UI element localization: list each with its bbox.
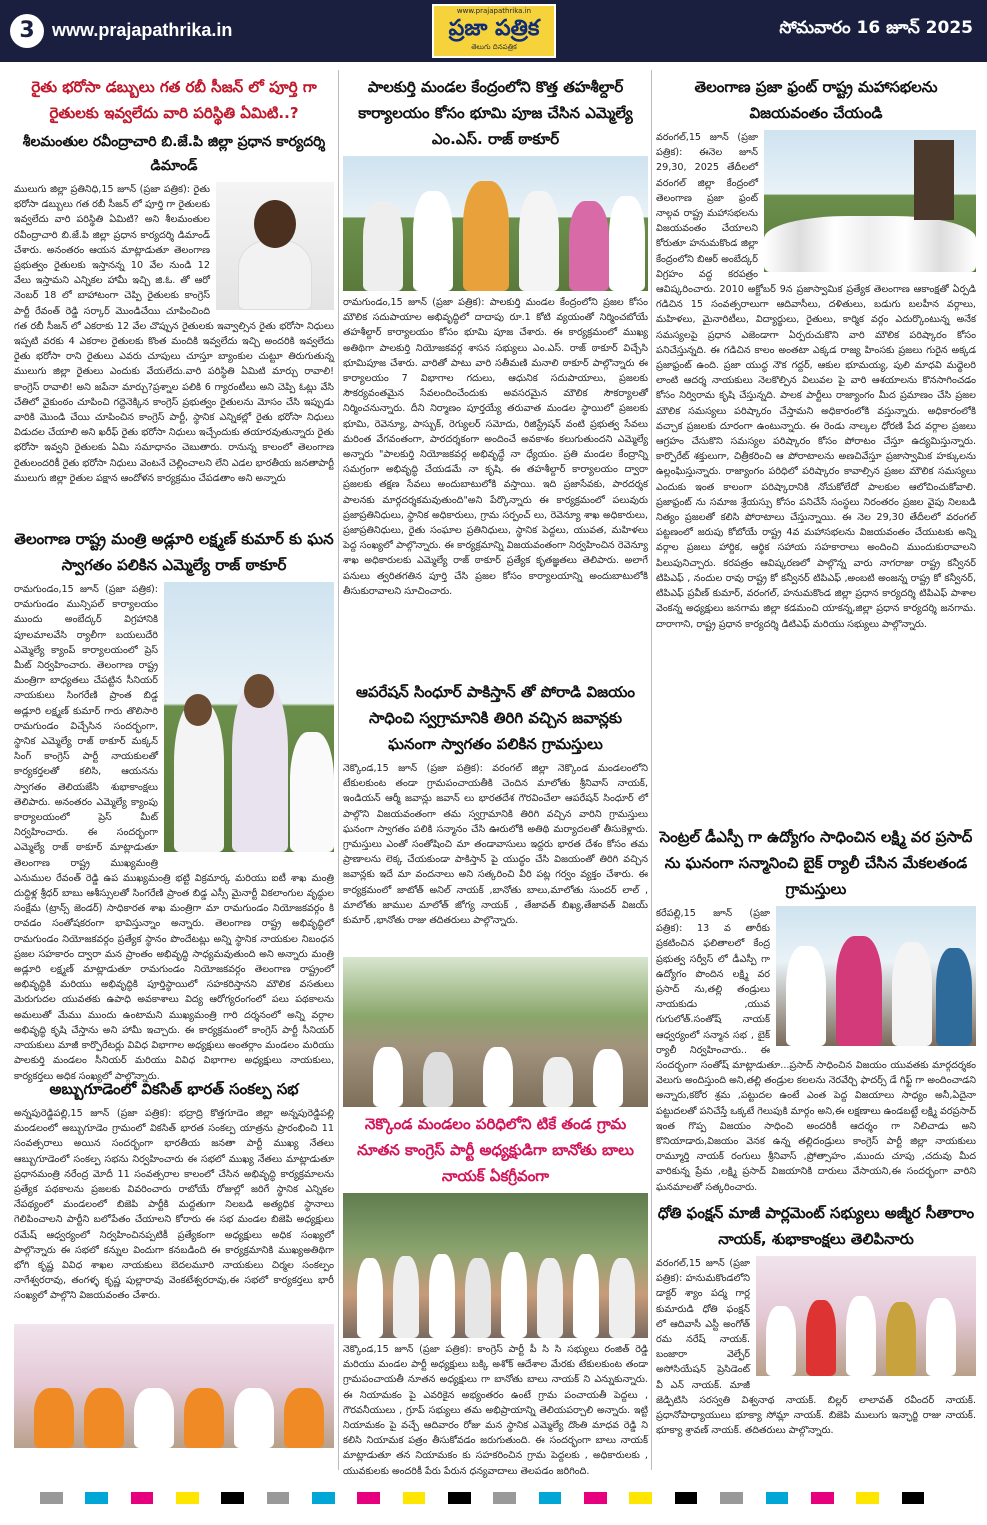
article-rythu-bharosa bbox=[14, 74, 334, 522]
praja-front-photo bbox=[764, 130, 976, 272]
article-body: ములుగు జిల్లా ప్రతినిధి,15 జూన్ (ప్రజా పత్రిక): రైతు భరోసా డబ్బులు గత రబీ సీజన్ లో పూర్తి గా రైతులకు ఇవ్వలేదు వారి పరిస్థితి ఏమిటి? అని శీలమంతుల రవీంద్రాచారి బి.జే.పి జిల్లా ప్రధాన కార్యదర్శి డిమాండ్ చేశారు. అనంతరం ఆయన మాట్లాడుతూ తెలంగాణ ప్రభుత్వం రైతులకు ఇస్తానన్న 10 వేల నుండి 12 వేలు ఇస్తామని ఎన్నికల హామీ ఇచ్చి జి.ఓ. తో ఆరో నెంబర్ 18 లో బాహాటంగా చెప్పి రైతులకు కాంగ్రెస్ పార్టీ రేవంత్ రెడ్డి సర్కార్ మొండిచేయి చూపించింది గత రబీ సీజన్ లో ఎకరాకు 12 వేల చొప్పున రైతులకు ఇవ్వాల్సిన రైతు భరోసా నిధులు ఇప్పటి వరకు 4 ఎకరాల రైతులకు కొంత మందికి ఇవ్వలేదు ఇచ్చి అందరికి ఇవ్వలేదు రైతు భరోసా రాని రైతులు ఎవరు చూపులు చూస్తూ బ్యాంకుల చుట్టూ తిరుగుతున్న ములుగు జిల్లా రైతులు ఎందుకు వేయలేదు.వారి పరిస్థితి ఏమిటి మార్చు రావాలి! కాంగ్రెస్ రావాలి! అని జపేనా మార్చు?ప్రశ్నాల పలికి 6 గ్యారంటీలు అని చెప్పి ఓట్లు వేసి చేతిలో వైకుంఠం చూపించి గద్దెనెక్కిన కాంగ్రెస్ ప్రభుత్వం రైతులను మోసం చేసి ఇప్పుడు వారికి మొండి చేయి చూపించిన కాంగ్రెస్ పార్టీ, స్థానిక ఎన్నికల్లో రైతు భరోసా నిధులు విడుదల చేయాలి అని ఖరీఫ్ రైతు భరోసా నిధులు ఇచ్చేందుకు తయారవుతున్నారు రైతు భరోసా ఇవ్వని రైతులకు ఏమి సమాధానం చెబుతారు. రానున్న కాలంలో తెలంగాణ రైతులందరికీ రైతు భరోసా నిధులు వెంటనే చెల్లించాలని లేని ఎడల భారతీయ జనతాపార్టీ ములుగు జిల్లా రైతుల పక్షాన ఆందోళన కార్యక్రమం చేపడతాం అని అన్నారు bbox=[14, 184, 334, 484]
article-body: రామగుండం,15 జూన్ (ప్రజా పత్రిక): రామగుండం మున్సిపల్ కార్యాలయం ముందు అంబేద్కర్ విగ్రహానికి పూలమాలవేసి ర్యాలీగా బయలుదేరి ఎమ్మెల్యే క్యాంప్ కార్యాలయంలో ప్రెస్ మీట్ నిర్వహించారు. తెలంగాణ రాష్ట్ర మంత్రిగా బాధ్యతలు చేపట్టిన సీనియర్ నాయకులు సింగరేణి ప్రాంత బిడ్డ అడ్లూరి లక్ష్మణ్ కుమార్ గారు తొలిసారి రామగుండం విచ్చేసిన సందర్భంగా, స్థానిక ఎమ్మెల్యే రాజ్ ఠాకూర్ మక్కన్ సింగ్ కాంగ్రెస్ పార్టీ నాయకులతో కార్యకర్తలతో కలిసి, ఆయనను స్వాగతం తెలియజేసి శుభాకాంక్షలు తెలిపారు. అనంతరం ఎమ్మెల్యే క్యాంపు కార్యాలయంలో ప్రెస్ మీట్ నిర్వహించారు. ఈ సందర్భంగా ఎమ్మెల్యే రాజ్ ఠాకూర్ మాట్లాడుతూ తెలంగాణ రాష్ట్ర ముఖ్యమంత్రి ఎనుముల రేవంత్ రెడ్డి ఉప ముఖ్యమంత్రి భట్టి విక్రమార్క మరియు ఐటీ శాఖ మంత్రి దుద్దిళ్ల శ్రీధర్ బాబు ఆశీస్సులతో సింగరేణి ప్రాంత బిడ్డ ఎస్సీ మైనార్టీ వికలాంగుల వృద్ధుల సంక్షేమ (ట్రాన్స్ జెండర్) సాధికారత శాఖ మంత్రిగా మా రామగుండం నియోజకవర్గం కి రావడం సంతోషకరంగా భావిస్తున్నాం అన్నారు. తెలంగాణ రాష్ట్ర అభివృద్ధిలో రామగుండం నియోజకవర్గం ప్రత్యేక స్థానం పొందేటట్లు అన్ని స్థానిక నాయకుల నిబంధన ప్రజల సహకారం ద్వారా మన ప్రాంతం అభివృద్ధి సాధ్యమవుతుంది అని అన్నారు మంత్రి అడ్లూరి లక్ష్మణ్ మాట్లాడుతూ రామగుండం నియోజకవర్గం తెలంగాణ రాష్ట్రంలో అభివృద్ధికి మరియు అభివృద్ధికి పూర్తిస్థాయిలో సహకరిస్తానని మౌలిక వసతులు మెరుగుదల యువతకు ఉపాధి అవకాశాలు విద్య ఆరోగ్యరంగంలో పలు పథకాలను అమలుతో మేము ముందు ఉంటామని ముఖ్యమంత్రి గారి దర్శనంలో అన్ని వర్గాల అభివృద్ధి కృషి చేస్తాను అని హామీ ఇచ్చారు. ఈ కార్యక్రమంలో కాంగ్రెస్ పార్టీ సీనియర్ నాయకులు మాజీ కార్పొరేటర్లు వివిధ విభాగాల అధ్యక్షులు అంతర్గాం మండలం మరియు పాలకుర్తి మండలం సీనియర్ మరియు వివిధ విభాగాల అధ్యక్షులు నాయకులు, కార్యకర్తలు అధిక సంఖ్యలో పాల్గొన్నారు. bbox=[14, 584, 334, 1082]
article-headline: పాలకుర్తి మండల కేంద్రంలోని కొత్త తహశీల్దార్ కార్యాలయం కోసం భూమి పూజ చేసిన ఎమ్మెల్యే ఎం.ఎస్. రాజ్ ఠాకూర్ bbox=[358, 78, 633, 148]
printer-color-bar bbox=[40, 1492, 947, 1504]
article-headline: ధోతి ఫంక్షన్ మాజీ పార్లమెంట్ సభ్యులు అజ్మీర సీతారాం నాయక్, శుభాకాంక్షలు తెలిపినారు bbox=[657, 1204, 975, 1248]
page-number: 3 bbox=[10, 14, 44, 48]
column-left bbox=[14, 70, 334, 1448]
dhoti-function-photo bbox=[756, 1256, 976, 1376]
article-headline: తెలంగాణ ప్రజా ఫ్రంట్ రాష్ట్ర మహాసభలను విజయవంతం చేయండి bbox=[694, 78, 938, 122]
welcome-photo bbox=[164, 582, 334, 852]
article-viksit-bharat bbox=[14, 1076, 334, 1448]
congress-group-photo bbox=[343, 1193, 648, 1338]
article-headline: ఆపరేషన్ సింధూర్ పాకిస్తాన్ తో పోరాడి విజయం సాధించి స్వగ్రామానికి తిరిగి వచ్చిన జవాన్లకు ఘనంగా స్వాగతం పలికిన గ్రామస్తులు bbox=[356, 683, 635, 753]
bhoomi-pooja-photo bbox=[343, 156, 648, 291]
article-central-dsp bbox=[656, 824, 976, 1196]
column-divider bbox=[338, 70, 339, 1470]
article-bhoomi-pooja bbox=[343, 74, 648, 675]
article-body: కరేపల్లి,15 జూన్ (ప్రజా పత్రిక): 13 వ తారీకు ప్రకటించిన ఫలితాలలో కేంద్ర ప్రభుత్వ సర్వీస్ లో డీఎస్పీ గా ఉద్యోగం పొందిన లక్ష్మి వర ప్రసాద్ ను,తల్లి తండ్రులు నాయకుడు ,యువ గుగులోత్.సంతోష్ నాయక్ ఆధ్వర్యంలో సన్మాన సభ , బైక్ ర్యాలీ నిర్వహించారు.. ఈ సందర్భంగా సంతోష్ మాట్లాడుతూ...ప్రసాద్ సాధించిన విజయం యువతకు మార్గదర్శకం వెలుగు అందిస్తుంది అని,తల్లి తండ్రుల కలలను నెరవేర్చి ఫాదర్స్ డే గిఫ్ట్ గా అందించాడని అన్నారు,కఠోర శ్రమ ,పట్టుదల ఉంటే ఎంత పెద్ద విజయాలు సాధ్యం అనీ,ఏదైనా పట్టుదలతో పనిచేస్తే ఒక్కటే గెలుపుకి మార్గం అని,ఈ లక్షణాలు ఉండబట్టే లక్ష్మి వరప్రసాద్ ఇంత గొప్ప విజయం సాధించి అందరికీ ఆదర్శం గా నిలిచాడు అని కొనియాడారు,విజయం వెనక ఉన్న తల్లిదండ్రులు కాంగ్రెస్ పార్టీ జిల్లా నాయకులు రామ్మూర్తి నాయక్ రంగులు శ్రీనివాస్ ,ప్రోత్సాహం ,ముందు చూపు ,చదువు మీద వారికున్న ప్రేమ ,లక్ష్మి ప్రసాద్ విజయానికి దారులు వేసాయని,ఈ సందర్భంగా వారిని ఘనమాలతో సత్కరించారు. bbox=[656, 908, 976, 1193]
newspaper-logo bbox=[432, 4, 556, 58]
article-subhead: శీలమంతుల రవీంద్రాచారి బి.జే.పి జిల్లా ప్రధాన కార్యదర్శి డిమాండ్ bbox=[22, 134, 326, 174]
logo-url: www.prajapathrika.in bbox=[456, 7, 532, 15]
website-link[interactable]: www.prajapathrika.in bbox=[52, 20, 233, 40]
article-body: నెక్కొండ,15 జూన్ (ప్రజా పత్రిక): కాంగ్రెస్ పార్టీ పీ సి సి సభ్యులు రంజిత్ రెడ్డి మరియు మండల పార్టీ అధ్యక్షులు బక్కి అశోక్ ఆదేశాల మేరకు టేకులకుంట తండా గ్రామపంచాయతీ నూతన అధ్యక్షులు గా బానోతు బాలు నాయక్ ని ఎన్నుకున్నారు. ఈ నియామకం పై ఎవరికైన అభ్యంతరం ఉంటే గ్రామ పంచాయతీ పెద్దలు , గౌరవనీయులు , గ్రూప్ సభ్యులు తమ అభిప్రాయాన్ని తెలియపర్చాలి అన్నారు. ఇట్టి నియామకం పై వచ్చే ఆదివారం రోజు మన స్థానిక ఎమ్మెల్యే దొంతి మాధవ రెడ్డి ని కలిసి నియామక పత్రం తీసుకోవడం జరుగుతుంది. ఈ సందర్భంగా బాలు నాయక్ మాట్లాడుతూ తన నియామకం కు సహకరించిన గ్రామ పెద్దలకు , అధికారులకు , యువకులకు అందరికీ పేరు పేరున ధన్యవాదాలు తెలపడం జరిగింది. bbox=[343, 1344, 648, 1477]
article-headline: రైతు భరోసా డబ్బులు గత రబీ సీజన్ లో పూర్తి గా రైతులకు ఇవ్వలేదు వారి పరిస్థితి ఏమిటి..? bbox=[31, 78, 317, 122]
masthead bbox=[0, 0, 987, 62]
dsp-felicitation-photo bbox=[776, 906, 976, 1046]
article-body: వరంగల్,15 జూన్ (ప్రజా పత్రిక): ఈనెల జూన్ 29,30, 2025 తేదీలలో వరంగల్ జిల్లా కేంద్రంలో తెలంగాణ ప్రజా ఫ్రంట్ నాల్గవ రాష్ట్ర మహాసభలను విజయవంతం చేయాలని కోరుతూ హనుమకొండ జిల్లా కేంద్రంలోని బిఆర్ అంబేద్కర్ విగ్రహం వద్ద కరపత్రం ఆవిష్కరించారు. 2010 అక్టోబర్ 9న ప్రజాస్వామిక ప్రత్యేక తెలంగాణ ఆకాంక్షతో ఏర్పడి గడిచిన 15 సంవత్సరాలుగా ఆదివాసీలు, దళితులు, బడుగు బలహీన వర్గాలు, మహిళలు, మైనారిటీలు, విద్యార్థులు, రైతులు, కార్మిక వర్గం ఎదుర్కొంటున్న అనేక సమస్యలపై ప్రధాన ఎజెండాగా ఏర్పరుచుకొని వారి మౌలిక పరిష్కారం కోసం పనిచేస్తున్నది. ఈ గడిచిన కాలం అంతటా ఎక్కడ రాజ్య హింసకు ప్రజలు గురైన అక్కడ ప్రజాఫ్రంట్ ఉంది. ప్రజా యుద్ధ నౌక గద్దర్, ఆకుల భూమయ్య, పులి మాధవి మధ్ధెలరి లాంటి ఆదర్శ నాయకులు నెలకొల్పిన విలువల పై వారి ఆశయాలను కొనసాగించడం కోసం నిర్విరామ కృషి చేస్తున్నది. పాలక పార్టీలు రాజ్యాంగం మీద ప్రమాణం చేసి ప్రజల మౌలిక సమస్యలు పరిష్కారం చేస్తామని అధికారంలోకి వస్తున్నారు. అధికారంలోకి వచ్చాక ప్రజలకు దూరంగా ఉంటున్నారు. ఈ రెండు నాల్కల ధోరణి పేద వర్గాల ప్రజలు ఆగ్రహం చేసుకొని సమస్యల పరిష్కారం కోసం పోరాటం చేస్తూ ఉద్యమిస్తున్నారు. కార్పొరేట్ శక్తులుగా, చిత్రీకరించి ఆ పోరాటాలను అణచివేస్తూ ప్రజాస్వామిక హక్కులను ఉల్లంఘిస్తున్నారు. రాజ్యాంగం పరిధిలో పరిష్కారం కావాల్సిన ప్రజల మౌలిక సమస్యలు ఎందుకు ఇంత కాలంగా పరిష్కారానికి నోచుకోలేదో పాలకుల ఆలోచించుకోవాలి. ప్రజాఫ్రంట్ ను సమాజ శ్రేయస్సు కోసం పనిచేసే సంస్థలు నిరంతరం ప్రజల వైపు నిలబడి నిత్యం ప్రజలతో కలిసి పోరాటాలు చేస్తున్నాయి. ఈ నెల 29,30 తేదీలలో వరంగల్ పట్టణంలో జరుపు కోబోయే రాష్ట్ర 4వ మహాసభలను విజయవంతం చేయుటకు అన్ని వర్గాల ప్రజలు హార్దిక, ఆర్థిక సహాయ సహకారాలు అందించి ముందుకురావాలని పిలుపునిచ్చారు. కరపత్రం ఆవిష్కరణలో పాల్గొన్న వారు నాగరాజు రాష్ట్ర కన్వీనర్ టిపిఎఫ్ , నందుల రావు రాష్ట్ర కో కన్వీనర్ టిపిఎఫ్ ,అంబటి అంజన్న రాష్ట్ర కో కన్వీనర్, టిపిఎఫ్ ప్రవీణ్ కుమార్, వరంగల్, హనుమకొండ జిల్లా ప్రధాన కార్యదర్శి టిపిఎఫ్ పాశాల వెంకన్న అధ్యక్షులు జనగామ జిల్లా కడమంచి యాకన్న,జిల్లా ప్రధాన కార్యదర్శి జనగామ. దారాగాని, రాష్ట్ర ప్రధాన కార్యదర్శి డిటిఎఫ్ మరియు సభ్యులు పాల్గొన్నారు. bbox=[656, 132, 976, 630]
article-body: రామగుండం,15 జూన్ (ప్రజా పత్రిక): పాలకుర్తి మండల కేంద్రంలోని ప్రజల కోసం మౌలిక సదుపాయాల అభివృద్ధిలో దాదాపు రూ.1 కోటి వ్యయంతో నిర్మించబోయే తహశీల్దార్ కార్యాలయం కోసం భూమి పూజ చేశారు. ఈ కార్యక్రమంలో ముఖ్య అతిథిగా పాలకుర్తి నియోజకవర్గ శాసన సభ్యులు ఎం.ఎస్. రాజ్ ఠాకూర్ విచ్చేసి భూమిపూజ చేశారు. వారితో పాటు వారి సతీమణి మనాలి ఠాకూర్ పాల్గొన్నారు ఈ కార్యాలయం 7 విభాగాల గదులు, ఆధునిక సదుపాయాలు, ప్రజలకు సౌకర్యవంతమైన సేవలందించేందుకు అవసరమైన మౌలిక సౌకర్యాలతో నిర్మించనున్నారు. దీని నిర్మాణం పూర్తయ్యే తరువాత మండల స్థాయిలో ప్రజలకు భూమి, రెవెన్యూ, పాస్బుక్, రెగ్యులర్ సమోదు, రిజిస్ట్రేషన్ వంటి ప్రభుత్వ సేవలు మరింత వేగవంతంగా, పారదర్శకంగా అందించే అవకాశం కలుగుతుందని ఎమ్మెల్యే అన్నారు "పాలకుర్తి నియోజకవర్గ అభివృద్ధే నా ధ్యేయం. ప్రతి మండల కేంద్రాన్ని సమగ్రంగా అభివృద్ధి చేయడమే నా కృషి. ఈ తహశీల్దార్ కార్యాలయం ద్వారా ప్రజలకు తక్షణ సేవలు అందుబాటులోకి వస్తాయి. ఇది ప్రజాసేవకు, పారదర్శక పాలనకు మార్గదర్శకమవుతుంది"అని పేర్కొన్నారు ఈ కార్యక్రమంలో పలువురు ప్రజాప్రతినిధులు, స్థానిక అధికారులు, గ్రామ సర్పంచ్ లు, రెవెన్యూ శాఖ అధికారులు, ప్రజాప్రతినిధులు, రైతు సంఘాల ప్రతినిధులు, స్థానిక పెద్దలు, యువత, మహిళలు పెద్ద సంఖ్యలో పాల్గొన్నారు. ఈ కార్యక్రమాన్ని విజయవంతంగా నిర్వహించిన రెవెన్యూ శాఖ అధికారులకు ఎమ్మెల్యే రాజ్ ఠాకూర్ ప్రత్యేక కృతజ్ఞతలు తెలిపారు. అలాగే పనులు త్వరితగతిన పూర్తి చేసి ప్రజల కోసం కార్యాలయాన్ని అందుబాటులోకి తీసుకురావాలని సూచించారు. bbox=[343, 297, 648, 597]
article-headline: సెంట్రల్ డీఎస్పీ గా ఉద్యోగం సాధించిన లక్ష్మి వర ప్రసాద్ ను ఘనంగా సన్మానించి బైక్ ర్యాలీ చేసిన మేకలతండ గ్రామస్తులు bbox=[659, 828, 973, 898]
article-headline: నెక్కొండ మండలం పరిధిలోని టికే తండ గ్రామ నూతన కాంగ్రెస్ పార్టీ అధ్యక్షుడిగా బానోతు బాలు నాయక్ ఏకగ్రీవంగా bbox=[357, 1115, 634, 1185]
logo-name: ప్రజా పత్రిక bbox=[448, 16, 540, 41]
article-dhoti-function bbox=[656, 1200, 976, 1470]
article-minister-welcome bbox=[14, 526, 334, 1082]
article-praja-front bbox=[656, 74, 976, 820]
portrait-photo bbox=[216, 182, 334, 310]
article-body: నెక్కొండ,15 జూన్ (ప్రజా పత్రిక): వరంగల్ జిల్లా నెక్కొండ మండలంలోని టేకులకుంట తండా గ్రామపంచాయతీకి చెందిన మాలోతు శ్రీనివాస్ నాయక్, ఇండియన్ ఆర్మీ జవాన్లు జవాన్ లు భారతదేశ గౌరవించేలా ఆపరేషన్ సింధూర్ లో పాల్గొని విజయవంతంగా తమ స్వగ్రామానికి తిరిగి వచ్చిన వారిని గ్రామస్తులు ఘనంగా స్వాగతం పలికి సన్మానం చేసి ఊరులోకి అతిథి మర్యాదలతో తీసుకెళ్లారు. గ్రామస్తులు ఎంతో సంతోషించి మా తండావాసులు ఇద్దరు భారత దేశం కోసం తమ ప్రాణాలను లెక్క చేయకుండా పాకిస్తాన్ పై యుద్ధం చేసి విజయంతో తిరిగి వచ్చిన జవాన్లకు ఇదే మా వందనాలు అని సత్కరించి వీరి పట్ల గర్వం వ్యక్తం చేశారు. ఈ కార్యక్రమంలో జాటోత్ అనిల్ నాయక్ ,బానోతు బాలు,మాలోతు సుందర్ లాల్ , మాలోతు జాముల మాలోత్ జోగ్య నాయక్ , తేజావత్ బిఖ్య,తేజావత్ విజయ్ కుమార్ ,భానోతు రాజు తదితరులు పాల్గొన్నారు. bbox=[343, 763, 648, 927]
column-right bbox=[656, 70, 976, 1470]
issue-date: సోమవారం 16 జూన్ 2025 bbox=[779, 18, 973, 38]
column-divider bbox=[651, 70, 652, 1470]
article-congress-president bbox=[343, 1111, 648, 1524]
sabha-photo bbox=[14, 1324, 334, 1448]
logo-tagline: తెలుగు దినపత్రిక bbox=[471, 43, 517, 51]
column-center bbox=[343, 70, 648, 1524]
article-headline: అబ్బుగూడెంలో వికసిత్ భారత్ సంకల్ప సభ bbox=[49, 1080, 299, 1098]
article-headline: తెలంగాణ రాష్ట్ర మంత్రి అడ్లూరి లక్ష్మణ్ కుమార్ కు ఘన స్వాగతం పలికిన ఎమ్మెల్యే రాజ్ ఠాకూర్ bbox=[14, 530, 334, 574]
article-body: వరంగల్,15 జూన్ (ప్రజా పత్రిక): హనుమకొండలోని డాక్టర్ శ్యాం పద్మ గార్ల కుమారుడి ధోతి ఫంక్షన్ లో ఆదివాసీ ఎస్టీ అంగోత్ రమ నరేష్ నాయక్. బంజారా వెల్ఫేర్ అసోసియేషన్ ప్రెసిడెంట్ వీ ఎన్ నాయక్. మాజీ జెడ్పిటిసి సరస్వతి విశ్వనాథ నాయక్. బిల్లర్ లాలావత్ రవీందర్ నాయక్. ప్రధానోపాధ్యాయులు భూక్యా సోమ్లా నాయక్. బిజెపి ములుగు ఇన్ఛార్జి రాజు నాయక్. భూక్యా శ్రావణ్ నాయక్. తదితరులు పాల్గొన్నారు. bbox=[656, 1258, 976, 1437]
article-operation-sindoor bbox=[343, 679, 648, 1107]
article-body: అన్నపురెడ్డిపల్లి,15 జూన్ (ప్రజా పత్రిక): భద్రాద్రి కొత్తగూడెం జిల్లా అన్నపురెడ్డిపల్లి మండలంలో అబ్బుగూడెం గ్రామంలో వికసిత్ భారత సంకల్ప యాత్రను ప్రారంభించి 11 సంవత్సరాలు అయిన సందర్భంగా భారతీయ జనతా పార్టీ ముఖ్య నేతలు ఆబ్బుగూడెంలో సంకల్ప సభను నిర్వహించారు ఈ సభలో ముఖ్య నేతలు మాట్లాడుతూ ప్రధానమంత్రి నరేంద్ర మోదీ 11 సంవత్సరాల కాలంలో చేసిన అభివృద్ధి కార్యక్రమాలను ప్రత్యేక పథకాలను ప్రజలకు వివరించారు రాబోయే రోజుల్లో జరిగే స్థానిక ఎన్నికల నేపథ్యంలో మండలంలో బిజెపి పార్టీకి మద్దతుగా నిలబడి అత్యధిక స్థానాలు గెలిపించాలని పార్టీని బలోపేతం చేయాలని కోరారు ఈ సభ మండల బిజెపి అధ్యక్షులు రమేష్ ఆధ్వర్యంలో నిర్వహించినప్పటికీ ప్రత్యేకంగా అధ్యక్షులు అధిక సంఖ్యలో పాల్గొన్నారు ఈ సభలో కన్నుల విందుగా కనబడింది ఈ కార్యక్రమానికి ముఖ్యఅతిథిగా భోగి కృష్ణ వివిధ శాఖల నాయకులు బెదలమూరి నాయకులు చిర్మల సంకల్పం నాగేశ్వరరావు, తంగళ్ళ కృష్ణ పుల్లారావు వెంకటేశ్వరరావు,ఈ సభలో కార్యకర్తలు భారీ సంఖ్యలో పాల్గొని విజయవంతం చేశారు. bbox=[14, 1108, 334, 1302]
village-gathering-photo bbox=[343, 957, 648, 1107]
